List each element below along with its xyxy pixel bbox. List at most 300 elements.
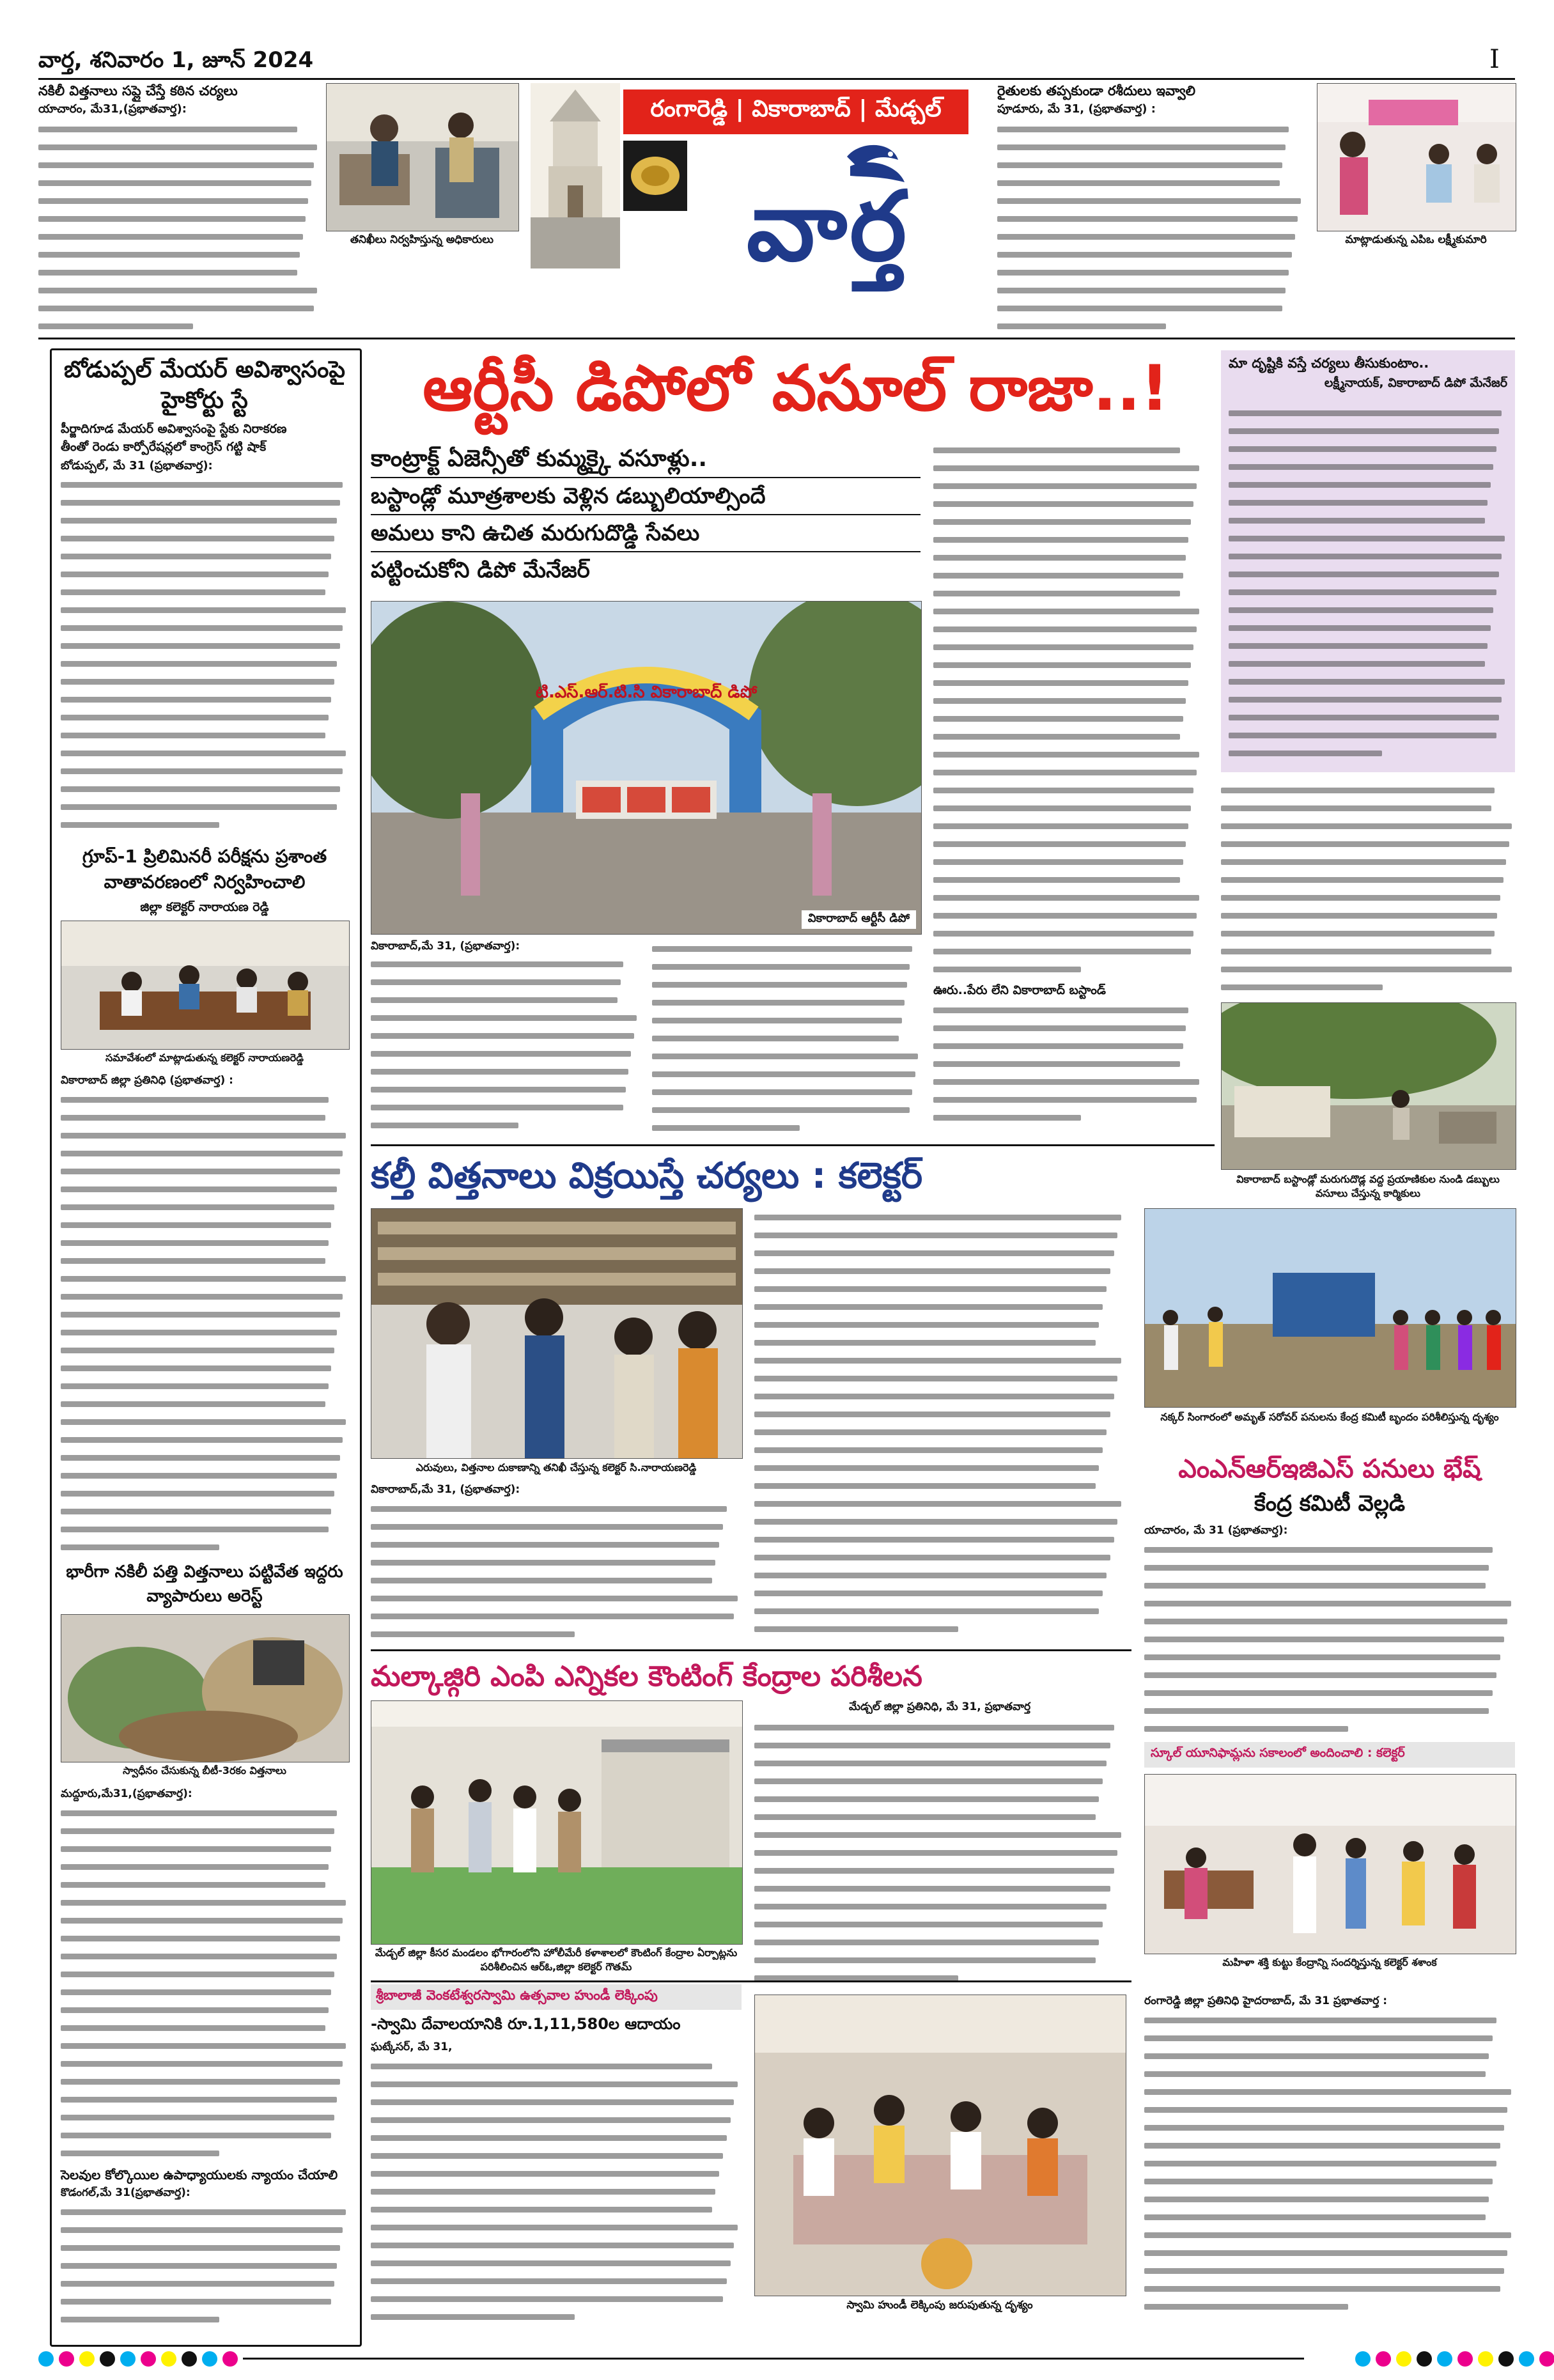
- text-line: [61, 2126, 348, 2144]
- text-line: [61, 1108, 348, 1126]
- lead-text-col1: [371, 955, 639, 1134]
- hundi-subhead: -స్వామి దేవాలయానికి రూ.1,11,580ల ఆదాయం: [371, 2015, 681, 2033]
- text-line: [652, 1101, 921, 1119]
- registration-dot: [222, 2351, 238, 2367]
- sidebar-story3-title: భారీగా నకిలీ పత్తి విత్తనాలు పట్టివేత ఇద్దరు వ్యాపారులు అరెస్ట్: [66, 1562, 343, 1606]
- text-line: [997, 263, 1304, 281]
- text-line: [754, 1548, 1125, 1566]
- text-line: [371, 2147, 742, 2165]
- text-line: [61, 637, 348, 655]
- text-line: [1144, 1648, 1515, 1666]
- uniform-caption: మహిళా శక్తి కుట్టు కేంద్రాన్ని సందర్శిస్తున్న కలెక్టర్ శశాంక: [1222, 1956, 1437, 1968]
- text-line: [61, 1162, 348, 1180]
- uniform-title: స్కూల్ యూనిఫామ్లను సకాలంలో అందించాలి : కలెక్టర్: [1151, 1746, 1405, 1760]
- lead-side-box-subtitle: లక్ష్మీనాయక్, వికారాబాద్ డిపో మేనేజర్: [1324, 376, 1507, 390]
- text-line: [61, 565, 348, 583]
- text-line: [754, 1862, 1125, 1879]
- lead-side-text: [1221, 781, 1515, 996]
- text-line: [61, 1395, 348, 1413]
- text-line: [371, 1536, 742, 1553]
- top-left-title: నకిలీ విత్తనాలు సప్లై చేస్తే కఠిన చర్యలు: [38, 83, 238, 98]
- nrega-caption: నక్కర్ సింగారంలో అమృత్ సరోవర్ పనులను కేంద్ర కమిటీ బృందం పరిశీలిస్తున్న దృశ్యం: [1160, 1411, 1499, 1423]
- top-right-title: రైతులకు తప్పకుండా రశీదులు ఇవ్వాలి: [997, 83, 1196, 98]
- text-line: [38, 192, 320, 210]
- text-line: [371, 1027, 639, 1045]
- text-line: [61, 1234, 348, 1252]
- text-line: [371, 2200, 742, 2218]
- text-line: [61, 2001, 348, 2019]
- text-line: [1221, 817, 1515, 835]
- text-line: [1144, 2101, 1515, 2119]
- text-line: [1229, 404, 1507, 422]
- text-line: [933, 1019, 1202, 1037]
- text-line: [1144, 2136, 1515, 2154]
- text-line: [1144, 2190, 1515, 2208]
- text-line: [997, 245, 1304, 263]
- registration-dot: [1457, 2351, 1473, 2367]
- text-line: [61, 1091, 348, 1108]
- lead-photo-caption: వికారాబాద్ ఆర్టీసీ డిపో: [802, 910, 916, 929]
- text-line: [754, 1280, 1125, 1298]
- text-line: [1229, 583, 1507, 601]
- registration-dot: [1498, 2351, 1514, 2367]
- text-line: [61, 2275, 348, 2292]
- text-line: [1229, 458, 1507, 476]
- text-line: [371, 1045, 639, 1062]
- text-line: [371, 1080, 639, 1098]
- text-line: [997, 174, 1304, 192]
- text-line: [61, 476, 348, 494]
- text-line: [652, 940, 921, 958]
- text-line: [371, 2236, 742, 2254]
- text-line: [1144, 2065, 1515, 2083]
- text-line: [371, 1116, 639, 1134]
- text-line: [754, 1334, 1125, 1351]
- counting-dateline: మేడ్చల్ జిల్లా ప్రతినిధి, మే 31, ప్రభాతవార్త: [848, 1700, 1031, 1713]
- text-line: [1144, 1720, 1515, 1738]
- text-line: [933, 710, 1202, 727]
- text-line: [754, 1736, 1125, 1754]
- registration-dot: [79, 2351, 95, 2367]
- text-line: [371, 1625, 742, 1643]
- text-line: [61, 1538, 348, 1556]
- text-line: [754, 1477, 1125, 1495]
- text-line: [61, 2257, 348, 2275]
- text-line: [754, 1808, 1125, 1826]
- text-line: [61, 1180, 348, 1198]
- text-line: [371, 1009, 639, 1027]
- text-line: [38, 299, 320, 317]
- text-line: [754, 1584, 1125, 1602]
- counting-bottom-rule: [371, 1980, 1131, 1982]
- top-right-text: [997, 120, 1304, 335]
- sidebar-story2-caption: సమావేశంలో మాట్లాడుతున్న కలెక్టర్ నారాయణరెడ్డి: [105, 1052, 304, 1064]
- lead-arch-text: టి.ఎస్.ఆర్.టి.సి వికారాబాద్ డిపో: [535, 683, 758, 702]
- text-line: [754, 1566, 1125, 1584]
- text-line: [754, 1844, 1125, 1862]
- text-line: [61, 1216, 348, 1234]
- text-line: [61, 1822, 348, 1840]
- text-line: [61, 1466, 348, 1484]
- text-line: [933, 1073, 1202, 1091]
- lead-headline: ఆర్టీసీ డిపోలో వసూల్ రాజా..!: [423, 352, 1169, 425]
- text-line: [61, 816, 348, 834]
- text-line: [1144, 1630, 1515, 1648]
- lead-side-box: [1221, 350, 1515, 772]
- masthead-rule: [38, 338, 1515, 339]
- text-line: [1221, 906, 1515, 924]
- text-line: [61, 1449, 348, 1466]
- text-line: [61, 1840, 348, 1858]
- uniform-photo: [1144, 1774, 1516, 1954]
- text-line: [1144, 2029, 1515, 2047]
- registration-dot: [1355, 2351, 1371, 2367]
- text-line: [38, 228, 320, 245]
- date-line: వార్త, శనివారం 1, జూన్ 2024: [38, 47, 314, 73]
- seeds-dateline: వికారాబాద్,మే 31, (ప్రభాతవార్త):: [371, 1483, 520, 1496]
- seeds-text-col1: [371, 1500, 742, 1643]
- text-line: [61, 780, 348, 798]
- counting-text: [754, 1718, 1125, 1987]
- text-line: [933, 727, 1202, 745]
- uniform-title-band: [1144, 1742, 1515, 1768]
- uniform-dateline: రంగారెడ్డి జిల్లా ప్రతినిధి హైదరాబాద్, మే 31 ప్రభాతవార్త :: [1144, 1995, 1388, 2007]
- text-line: [754, 1495, 1125, 1513]
- text-line: [61, 1323, 348, 1341]
- text-line: [38, 210, 320, 228]
- text-line: [61, 1983, 348, 2001]
- text-line: [652, 1011, 921, 1029]
- text-line: [1144, 2011, 1515, 2029]
- text-line: [754, 1226, 1125, 1244]
- text-line: [1144, 1594, 1515, 1612]
- hundi-dateline: ఘట్కేసర్, మే 31,: [371, 2041, 453, 2053]
- text-line: [1229, 744, 1507, 762]
- sidebar-story1-text: [61, 476, 348, 834]
- text-line: [1144, 1702, 1515, 1720]
- text-line: [1144, 2244, 1515, 2262]
- text-line: [652, 993, 921, 1011]
- text-line: [754, 1405, 1125, 1423]
- text-line: [1229, 637, 1507, 655]
- text-line: [61, 708, 348, 726]
- registration-dot: [1519, 2351, 1534, 2367]
- text-line: [1144, 2047, 1515, 2065]
- top-right-caption: మాట్లాడుతున్న ఎపిఒ లక్ష్మీకుమారి: [1345, 233, 1487, 246]
- text-line: [38, 317, 320, 335]
- text-line: [933, 477, 1202, 495]
- text-line: [1144, 1684, 1515, 1702]
- text-line: [61, 1947, 348, 1965]
- text-line: [61, 1911, 348, 1929]
- masthead-logo: [687, 137, 968, 283]
- top-left-caption: తనిఖీలు నిర్వహిస్తున్న అధికారులు: [350, 233, 494, 246]
- text-line: [754, 1513, 1125, 1530]
- text-line: [754, 1369, 1125, 1387]
- text-line: [1229, 673, 1507, 690]
- text-line: [933, 1037, 1202, 1055]
- text-line: [933, 656, 1202, 674]
- text-line: [61, 762, 348, 780]
- text-line: [754, 1387, 1125, 1405]
- registration-dot: [1396, 2351, 1411, 2367]
- text-line: [61, 1431, 348, 1449]
- text-line: [371, 1062, 639, 1080]
- text-line: [933, 960, 1202, 978]
- text-line: [61, 529, 348, 547]
- text-line: [754, 1915, 1125, 1933]
- sidebar-story1-dateline: బోడుప్పల్, మే 31 (ప్రభాతవార్త):: [61, 459, 213, 472]
- registration-dot: [182, 2351, 197, 2367]
- lead-side-photo-caption: వికారాబాద్ బస్టాండ్లో మరుగుదొడ్ల వద్ద ప్రయాణికుల నుండి డబ్బులు వసూలు చేస్తున్న కార్మికులు: [1236, 1173, 1500, 1199]
- text-line: [61, 2055, 348, 2073]
- nrega-subhead: కేంద్ర కమిటీ వెల్లడి: [1254, 1491, 1406, 1516]
- lead-deck3: అమలు కాని ఉచిత మరుగుదొడ్డి సేవలు: [371, 515, 921, 552]
- text-line: [652, 1083, 921, 1101]
- logo-text: వార్త: [746, 171, 910, 283]
- text-line: [1229, 619, 1507, 637]
- text-line: [61, 1502, 348, 1520]
- text-line: [371, 2129, 742, 2147]
- sidebar-story2-photo: [61, 921, 350, 1050]
- text-line: [371, 2290, 742, 2308]
- text-line: [61, 494, 348, 511]
- text-line: [933, 889, 1202, 906]
- text-line: [61, 673, 348, 690]
- text-line: [754, 1351, 1125, 1369]
- hundi-headline-band: [371, 1984, 742, 2010]
- text-line: [371, 2218, 742, 2236]
- deity-photo: [623, 141, 687, 211]
- text-line: [933, 745, 1202, 763]
- text-line: [61, 1858, 348, 1876]
- text-line: [371, 1098, 639, 1116]
- text-line: [371, 2165, 742, 2182]
- text-line: [1144, 2154, 1515, 2172]
- text-line: [997, 120, 1304, 138]
- text-line: [754, 1530, 1125, 1548]
- text-line: [933, 835, 1202, 853]
- sidebar-story4-dateline: కొడంగల్,మే 31(ప్రభాతవార్త):: [61, 2186, 190, 2199]
- text-line: [371, 2272, 742, 2290]
- text-line: [1229, 601, 1507, 619]
- text-line: [1229, 708, 1507, 726]
- registration-dot: [1417, 2351, 1432, 2367]
- lead-text-col3b: [933, 1001, 1202, 1135]
- registration-dot: [1539, 2351, 1554, 2367]
- text-line: [61, 2090, 348, 2108]
- text-line: [61, 2239, 348, 2257]
- text-line: [61, 2221, 348, 2239]
- nrega-dateline: యాచారం, మే 31 (ప్రభాతవార్త):: [1144, 1524, 1288, 1537]
- text-line: [61, 1876, 348, 1894]
- text-line: [61, 583, 348, 601]
- text-line: [61, 547, 348, 565]
- text-line: [1144, 2262, 1515, 2280]
- sidebar-story3-dateline: మద్దూరు,మే31,(ప్రభాతవార్త):: [61, 1787, 192, 1800]
- nrega-text: [1144, 1541, 1515, 1738]
- text-line: [38, 263, 320, 281]
- top-left-photo: [326, 83, 519, 231]
- text-line: [61, 744, 348, 762]
- registration-dot: [141, 2351, 156, 2367]
- text-line: [1229, 529, 1507, 547]
- footer-registration-left: [38, 2351, 238, 2367]
- sidebar-story1-subtitle: పీర్జాదిగూడ మేయర్ అవిశ్వాసంపై స్టేకు నిరాకరణ: [61, 422, 287, 436]
- sidebar-story2-text: [61, 1091, 348, 1557]
- seeds-caption: ఎరువులు, విత్తనాల దుకాణాన్ని తనిఖీ చేస్తున్న కలెక్టర్ సి.నారాయణరెడ్డి: [416, 1461, 697, 1474]
- text-line: [1221, 924, 1515, 942]
- top-right-photo: [1317, 83, 1516, 231]
- text-line: [933, 495, 1202, 513]
- text-line: [1229, 422, 1507, 440]
- lead-dateline: వికారాబాద్,మే 31, (ప్రభాతవార్త):: [371, 940, 520, 953]
- text-line: [61, 1341, 348, 1359]
- text-line: [933, 459, 1202, 477]
- text-line: [754, 1423, 1125, 1441]
- top-rule: [38, 78, 1515, 80]
- sidebar-story2-dateline: వికారాబాద్ జిల్లా ప్రతినిధి (ప్రభాతవార్త) :: [61, 1074, 233, 1087]
- text-line: [1221, 799, 1515, 817]
- text-line: [1144, 2298, 1515, 2315]
- registration-dot: [100, 2351, 115, 2367]
- text-line: [61, 798, 348, 816]
- text-line: [38, 156, 320, 174]
- text-line: [933, 906, 1202, 924]
- text-line: [754, 1262, 1125, 1280]
- text-line: [371, 2075, 742, 2093]
- text-line: [38, 138, 320, 156]
- text-line: [754, 1754, 1125, 1772]
- lead-side-box-text: [1229, 404, 1507, 762]
- text-line: [933, 942, 1202, 960]
- text-line: [1221, 835, 1515, 853]
- hundi-headline: శ్రీబాలాజీ వెంకటేశ్వరస్వామి ఉత్సవాల హుండీ లెక్కింపు: [376, 1987, 658, 2003]
- sidebar-story2-title: గ్రూప్-1 ప్రిలిమినరీ పరీక్షను ప్రశాంత వాతావరణంలో నిర్వహించాలి: [82, 846, 327, 892]
- text-line: [754, 1933, 1125, 1951]
- hundi-photo: [754, 1995, 1126, 2296]
- text-line: [1229, 690, 1507, 708]
- lead-deck-box: [371, 441, 921, 595]
- text-line: [1221, 871, 1515, 889]
- top-left-text: [38, 120, 320, 335]
- text-line: [933, 817, 1202, 835]
- text-line: [371, 2093, 742, 2111]
- text-line: [371, 1571, 742, 1589]
- text-line: [997, 228, 1304, 245]
- top-right-dateline: పూడూరు, మే 31, (ప్రభాతవార్త) :: [997, 102, 1156, 116]
- text-line: [61, 1377, 348, 1395]
- registration-dot: [59, 2351, 74, 2367]
- text-line: [933, 763, 1202, 781]
- text-line: [933, 1001, 1202, 1019]
- text-line: [371, 2182, 742, 2200]
- text-line: [933, 602, 1202, 620]
- hundi-text: [371, 2057, 742, 2326]
- text-line: [652, 958, 921, 976]
- text-line: [38, 120, 320, 138]
- text-line: [1221, 960, 1515, 978]
- text-line: [652, 976, 921, 993]
- text-line: [61, 1413, 348, 1431]
- lead-deck1: కాంట్రాక్ట్ ఏజెన్సీతో కుమ్మక్కై వసూళ్లు..: [371, 441, 921, 478]
- text-line: [754, 1602, 1125, 1620]
- text-line: [933, 924, 1202, 942]
- text-line: [754, 1718, 1125, 1736]
- text-line: [371, 1607, 742, 1625]
- text-line: [754, 1969, 1125, 1987]
- nrega-photo: [1144, 1208, 1516, 1408]
- text-line: [1144, 2083, 1515, 2101]
- text-line: [1229, 476, 1507, 494]
- text-line: [1229, 655, 1507, 673]
- text-line: [371, 2057, 742, 2075]
- text-line: [1144, 2119, 1515, 2136]
- text-line: [371, 1553, 742, 1571]
- text-line: [1144, 1559, 1515, 1576]
- text-line: [754, 1951, 1125, 1969]
- text-line: [371, 1518, 742, 1536]
- text-line: [933, 871, 1202, 889]
- counting-photo: [371, 1700, 743, 1945]
- text-line: [933, 531, 1202, 548]
- text-line: [1144, 1666, 1515, 1684]
- text-line: [933, 781, 1202, 799]
- seeds-headline: కల్తీ విత్తనాలు విక్రయిస్తే చర్యలు : కలెక్టర్: [371, 1155, 923, 1197]
- text-line: [61, 619, 348, 637]
- text-line: [38, 174, 320, 192]
- text-line: [754, 1298, 1125, 1316]
- sidebar-story1-subtitle2: తీంతో రెండు కార్పోరేషన్లలో కాంగ్రెస్ గట్టి షాక్: [61, 440, 267, 454]
- text-line: [997, 317, 1304, 335]
- lead-bottom-rule: [371, 1144, 1215, 1146]
- registration-dot: [161, 2351, 176, 2367]
- text-line: [754, 1208, 1125, 1226]
- text-line: [38, 281, 320, 299]
- text-line: [61, 2037, 348, 2055]
- footer-rule: [243, 2358, 1304, 2360]
- lead-side-box-title: మా దృష్టికి వస్తే చర్యలు తీసుకుంటాం..: [1229, 355, 1429, 371]
- text-line: [933, 620, 1202, 638]
- lead-photo: [371, 601, 922, 935]
- text-line: [1221, 781, 1515, 799]
- text-line: [61, 1484, 348, 1502]
- text-line: [754, 1790, 1125, 1808]
- text-line: [933, 513, 1202, 531]
- text-line: [61, 601, 348, 619]
- text-line: [61, 1252, 348, 1270]
- footer-registration-right: [1355, 2351, 1554, 2367]
- text-line: [754, 1316, 1125, 1334]
- text-line: [61, 1126, 348, 1144]
- text-line: [1221, 853, 1515, 871]
- text-line: [754, 1879, 1125, 1897]
- text-line: [1144, 1541, 1515, 1559]
- text-line: [1229, 440, 1507, 458]
- text-line: [1229, 511, 1507, 529]
- text-line: [997, 281, 1304, 299]
- text-line: [61, 1287, 348, 1305]
- temple-photo: [531, 83, 620, 268]
- text-line: [1144, 2172, 1515, 2190]
- text-line: [652, 1065, 921, 1083]
- registration-dot: [38, 2351, 54, 2367]
- text-line: [61, 2108, 348, 2126]
- nrega-headline: ఎంఎన్ఆర్ఇజిఎస్ పనులు భేష్: [1178, 1454, 1481, 1484]
- text-line: [61, 1198, 348, 1216]
- text-line: [371, 1589, 742, 1607]
- text-line: [1144, 1576, 1515, 1594]
